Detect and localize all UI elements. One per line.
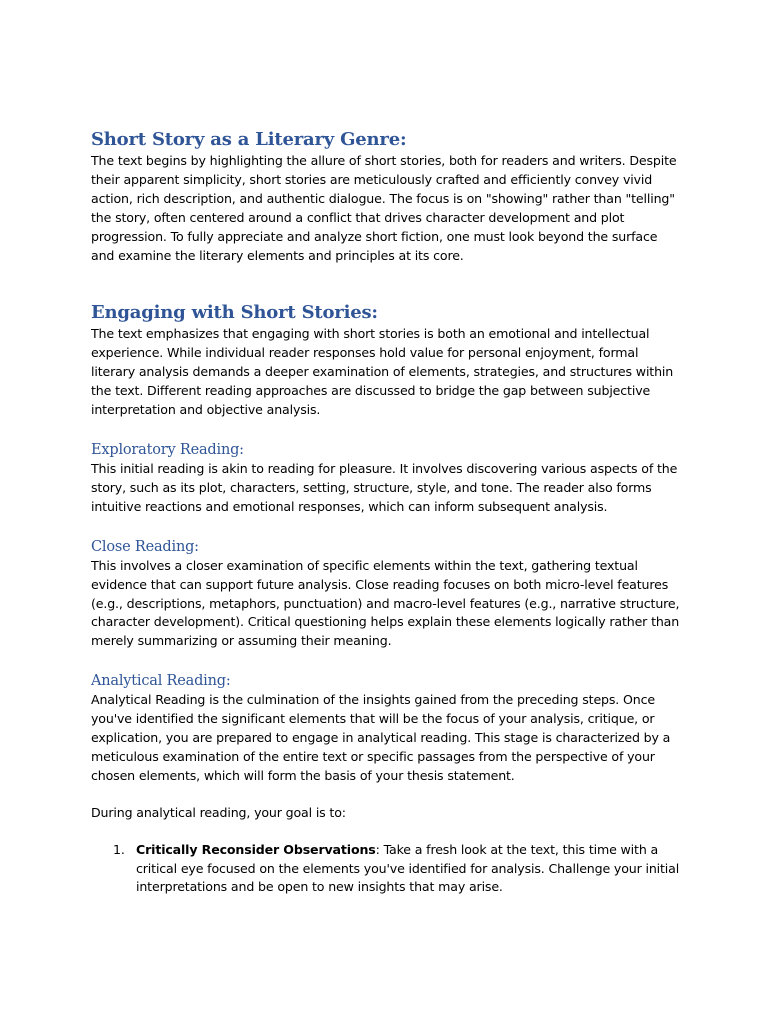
list-item-term: Critically Reconsider Observations: [136, 841, 376, 857]
list-item: [91, 841, 681, 898]
paragraph-analytical-reading: Analytical Reading is the culmination of the insights gained from the preceding steps. Once you've identified the significant elements that will be the focus of your analysis, critique, or explication, you are prepared to engage in analytical reading. This stage is characterized by a meticulous examination of the entire text or specific passages from the perspective of your chosen elements, which will form the basis of your thesis statement.: [91, 692, 671, 783]
heading-short-story-genre: Short Story as a Literary Genre:: [91, 129, 407, 150]
goal-list: [91, 841, 681, 898]
spacer: [91, 786, 681, 804]
paragraph-exploratory-reading: This initial reading is akin to reading for pleasure. It involves discovering various aspects of the story, such as its plot, characters, setting, structure, style, and tone. The reader also forms intuitive reactions and emotional responses, which can inform subsequent analysis.: [91, 460, 678, 514]
spacer: [91, 420, 681, 440]
heading-analytical-reading: Analytical Reading:: [91, 673, 231, 690]
heading-close-reading: Close Reading:: [91, 538, 199, 555]
paragraph-engaging: The text emphasizes that engaging with short stories is both an emotional and intellectual experience. While individual reader responses hold value for personal enjoyment, formal literary analysis demands a deeper examination of elements, strategies, and structures within the text. Different reading approaches are discussed to bridge the gap between subjective interpretation and objective analysis.: [91, 326, 674, 418]
heading-engaging: Engaging with Short Stories:: [91, 302, 378, 324]
heading-exploratory-reading: Exploratory Reading:: [91, 441, 244, 458]
document-content: [91, 128, 681, 897]
list-item-text: : Take a fresh look at the text, this time with a critical eye focused on the elements you've identified for analysis. Challenge your initial interpretations and be open to new insights that may arise.: [136, 841, 680, 895]
spacer: [91, 823, 681, 841]
spacer: [91, 517, 681, 537]
list-item-number: 1.: [113, 841, 125, 857]
paragraph-short-story-genre: The text begins by highlighting the allure of short stories, both for readers and writers. Despite their apparent simplicity, short stories are meticulously crafted and efficiently convey vivid action, rich description, and authentic dialogue. The focus is on "showing" rather than "telling" the story, often centered around a conflict that drives character development and plot progression. To fully appreciate and analyze short fiction, one must look beyond the surface and examine the literary elements and principles at its core.: [91, 153, 677, 263]
paragraph-close-reading: This involves a closer examination of specific elements within the text, gathering textual evidence that can support future analysis. Close reading focuses on both micro-level features (e.g., descriptions, metaphors, punctuation) and macro-level features (e.g., narrative structure, character development). Critical questioning helps explain these elements logically rather than merely summarizing or assuming their meaning.: [91, 557, 680, 649]
paragraph-goal-intro: During analytical reading, your goal is to:: [91, 804, 346, 820]
spacer: [91, 265, 681, 301]
spacer: [91, 651, 681, 671]
